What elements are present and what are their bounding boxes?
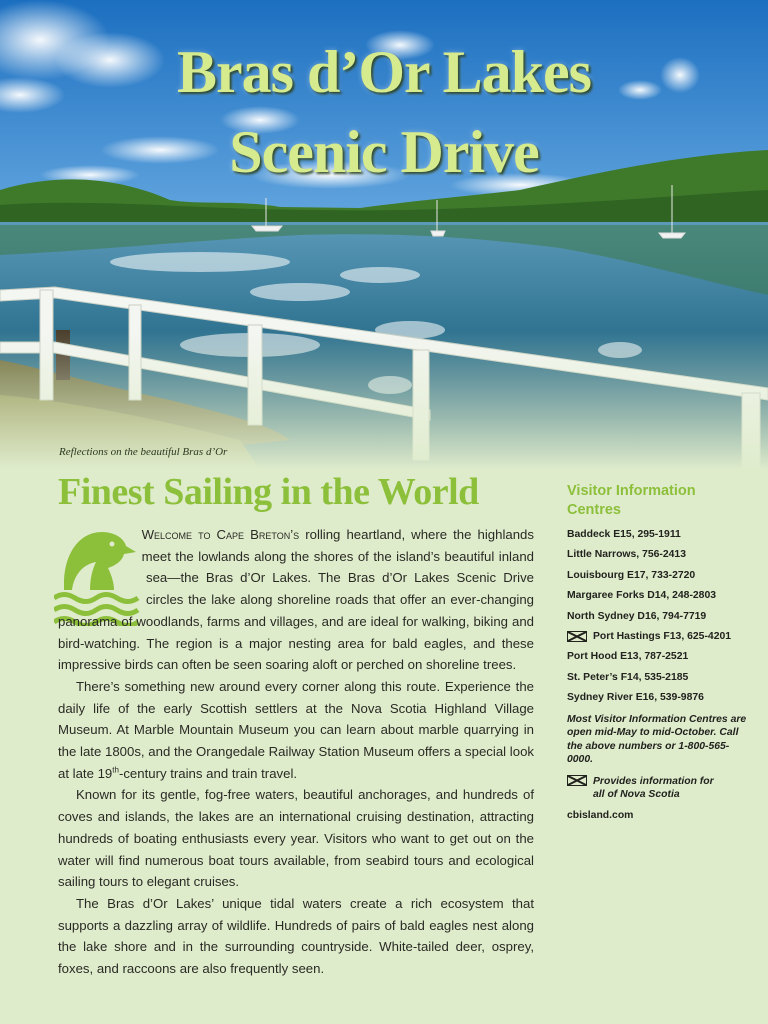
visitor-centre-text: North Sydney D16, 794-7719: [567, 610, 707, 622]
paragraph-3: Known for its gentle, fog-free waters, beautiful anchorages, and hundreds of coves and islands, the lakes are an international cruising destination, attracting hundreds of boating enthusiasts every year. Visitors who want to get out on the water will find numerous boat tours available, from seabird tours and ecological sailing tours to elegant cruises.: [58, 787, 534, 890]
visitor-centre-item: [567, 692, 747, 712]
visitor-centre-item: [567, 672, 747, 692]
nova-scotia-flag-icon: [567, 631, 587, 642]
visitor-centre-item: [567, 529, 747, 549]
legend-text: Provides information for all of Nova Scotia: [593, 775, 714, 801]
visitor-centre-list: [567, 529, 747, 713]
visitor-centre-item: [567, 549, 747, 569]
visitor-centre-text: St. Peter’s F14, 535-2185: [567, 671, 689, 683]
visitor-centre-item: [567, 590, 747, 610]
visitor-centre-text: Louisbourg E17, 733-2720: [567, 569, 696, 581]
hours-note: Most Visitor Information Centres are open mid-May to mid-October. Call the above numbers or 1-800-565-0000.: [567, 713, 747, 766]
ordinal-superscript: th: [112, 765, 119, 775]
visitor-centre-item: [567, 570, 747, 590]
paragraph-2: [58, 676, 534, 785]
visitor-centre-text: Port Hastings F13, 625-4201: [593, 630, 732, 642]
hero-photo: [0, 0, 768, 470]
article-body: [58, 524, 534, 980]
paragraph-1-text: rolling heartland, where the highlands meet the lowlands along the shores of the island’s beautiful inland sea—the Bras d’Or Lakes. The Bras d’Or Lakes Scenic Drive circles the lake along shoreline roads that offer an ever-changing panorama of woodlands, farms and villages, and are ideal for walking, biking and bird-watching. The region is a major nesting area for bald eagles, and these impressive birds can often be seen soaring aloft or perched on shoreline trees.: [58, 527, 534, 673]
paragraph-2-text: There’s something new around every corner along this route. Experience the daily life of the early Scottish settlers at the Nova Scotia Highland Village Museum. At Marble Mountain Museum you can learn about marble quarrying in the late 1800s, and the Orangedale Railway Station Museum offers a special look at late 19: [58, 678, 534, 781]
paragraph-1: [58, 524, 534, 676]
visitor-centre-item: [567, 631, 747, 651]
legend-row: [567, 775, 747, 802]
paragraph-1-lead: Welcome to Cape Breton’s: [141, 527, 300, 542]
website-link[interactable]: cbisland.com: [567, 810, 634, 822]
paragraph-4: The Bras d’Or Lakes’ unique tidal waters create a rich ecosystem that supports a dazzling array of wildlife. Hundreds of pairs of bald eagles nest along the lake shore and in the surrounding countryside. White-tailed deer, osprey, foxes, and raccoons are also frequently seen.: [58, 895, 534, 977]
visitor-info-sidebar: [567, 482, 747, 821]
visitor-centre-text: Margaree Forks D14, 248-2803: [567, 590, 717, 602]
visitor-centre-text: Port Hood E13, 787-2521: [567, 651, 689, 663]
visitor-centre-text: Baddeck E15, 295-1911: [567, 529, 681, 540]
sidebar-title: Visitor Information Centres: [567, 483, 696, 518]
page-title-line-2: Scenic Drive: [229, 119, 539, 185]
section-heading: Finest Sailing in the World: [58, 471, 479, 513]
visitor-centre-item: [567, 611, 747, 631]
eagle-logo-icon: [54, 524, 140, 626]
nova-scotia-flag-icon: [567, 775, 587, 786]
visitor-centre-text: Sydney River E16, 539-9876: [567, 692, 704, 704]
visitor-centre-item: [567, 651, 747, 671]
paragraph-2-text-end: -century trains and train travel.: [118, 765, 298, 781]
page-title-line-1: Bras d’Or Lakes: [177, 39, 591, 105]
photo-caption: Reflections on the beautiful Bras d’Or: [59, 446, 228, 458]
visitor-centre-text: Little Narrows, 756-2413: [567, 549, 686, 561]
